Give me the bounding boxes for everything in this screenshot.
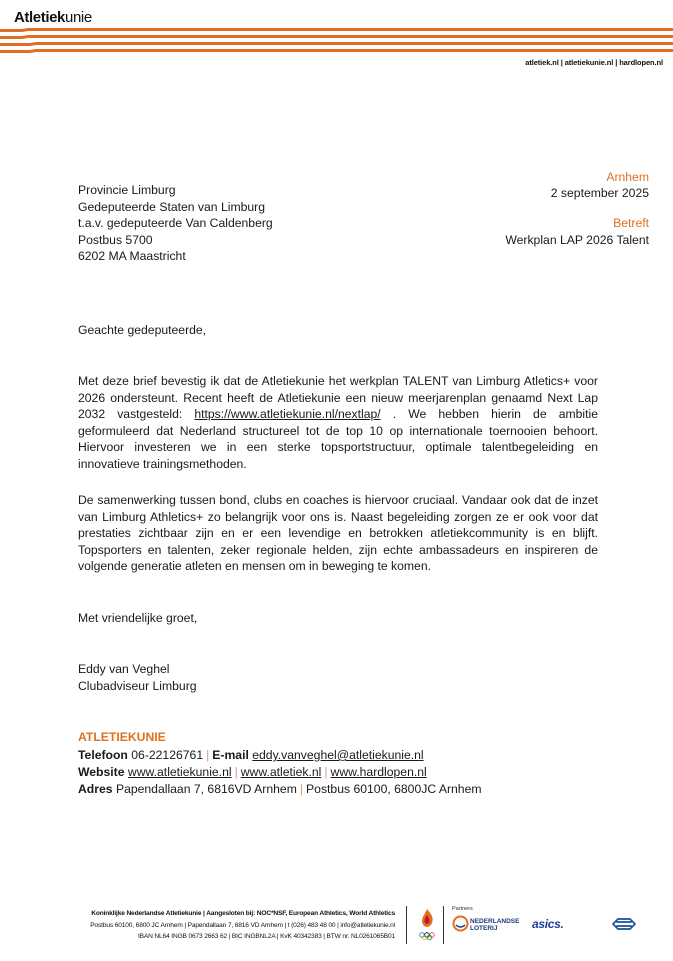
- footer-line-2: Postbus 60100, 6800 JC Arnhem | Papendallaan 7, 6816 VD Arnhem | t (026) 483 48 00 | info@atletiekunie.nl: [90, 921, 395, 929]
- recipient-line: Gedeputeerde Staten van Limburg: [78, 199, 266, 214]
- subject-label: Betreft: [613, 216, 649, 231]
- asics-logo: asics.: [532, 917, 564, 931]
- ns-logo-icon: [611, 917, 637, 931]
- phone-row: Telefoon 06-22126761 | E-mail eddy.vanveghel@atletiekunie.nl: [78, 748, 424, 762]
- address-row: Adres Papendallaan 7, 6816VD Arnhem | Postbus 60100, 6800JC Arnhem: [78, 782, 482, 796]
- website-link-2[interactable]: www.atletiek.nl: [240, 765, 322, 779]
- paragraph-2: De samenwerking tussen bond, clubs en coaches is hiervoor cruciaal. Vandaar ook dat de inzet van Limburg Athletics+ zo belangrijk voor ons is. Naast begeleiding zorgen ze er ook voor dat prestaties zichtbaar zijn en er een levendige en betrokken atletiekcommunity is en blijft. Topsporters en talenten, zeker regionale helden, zijn echte ambassadeurs en inspireren de volgende generatie atleten en mensen om in beweging te komen.: [78, 493, 598, 574]
- stripe-2: [0, 35, 673, 39]
- footer-divider-2: [443, 906, 444, 944]
- recipient-line: Postbus 5700: [78, 232, 153, 247]
- contact-block: [78, 747, 482, 798]
- recipient-line: 6202 MA Maastricht: [78, 249, 186, 264]
- recipient-line: Provincie Limburg: [78, 183, 176, 197]
- header-web-links[interactable]: atletiek.nl | atletiekunie.nl | hardlopen.nl: [525, 58, 663, 67]
- closing: Met vriendelijke groet,: [78, 611, 198, 625]
- nextlap-link[interactable]: https://www.atletiekunie.nl/nextlap/: [194, 407, 381, 422]
- letter-date: 2 september 2025: [550, 186, 649, 201]
- place-label: Arnhem: [606, 170, 649, 184]
- footer-line-3: IBAN NL64 INGB 0673 2663 62 | BIC INGBNL2A | KvK 40342383 | BTW nr. NL0261065B01: [137, 933, 395, 940]
- footer-legal-text: [90, 908, 395, 943]
- stripe-4: [0, 49, 673, 53]
- recipient-address: [78, 182, 273, 265]
- email-link[interactable]: eddy.vanveghel@atletiekunie.nl: [252, 748, 424, 762]
- header-stripes: [0, 28, 673, 56]
- subject-value: Werkplan LAP 2026 Talent: [505, 232, 649, 247]
- partners-label: Partners: [452, 906, 473, 912]
- lottery-logo-text: NEDERLANDSE LOTERIJ: [470, 918, 520, 932]
- footer-divider: [406, 906, 407, 944]
- salutation: Geachte gedeputeerde,: [78, 323, 207, 337]
- paragraph-1: Met deze brief bevestig ik dat de Atletiekunie het werkplan TALENT van Limburg Atletics+ voor 2026 ondersteunt. Recent heeft de Atletiekunie een nieuw meerjarenplan genaamd Next Lap 2032 vastgesteld: https://www.atletiekunie.nl/nextlap/ . We hebben hierin de ambitie geformuleerd dat Nederland structureel tot de top 10 op internationale toernooien behoort. Hiervoor investeren we in een sterke topsportstructuur, optimale talentbegeleiding en innovatieve trainingsmethoden.: [78, 374, 598, 471]
- signer-title: Clubadviseur Limburg: [78, 679, 197, 693]
- letter-meta: [505, 169, 649, 248]
- stripe-1: [0, 28, 673, 32]
- atletiekunie-logo: Atletiekunie: [14, 9, 92, 26]
- recipient-line: t.a.v. gedeputeerde Van Caldenberg: [78, 216, 273, 231]
- website-link-1[interactable]: www.atletiekunie.nl: [127, 765, 232, 779]
- noc-nsf-logo-icon: [417, 908, 437, 942]
- signer: [78, 661, 197, 695]
- signer-name: Eddy van Veghel: [78, 662, 170, 676]
- website-link-3[interactable]: www.hardlopen.nl: [330, 765, 427, 779]
- org-name: ATLETIEKUNIE: [78, 730, 166, 744]
- stripe-3: [0, 42, 673, 46]
- lottery-logo-icon: [452, 915, 469, 932]
- website-row: Website www.atletiekunie.nl | www.atletiek.nl | www.hardlopen.nl: [78, 765, 427, 779]
- phone-number: 06-22126761: [131, 748, 204, 762]
- footer-line-1: Koninklijke Nederlandse Atletiekunie | Aangesloten bij: NOC*NSF, European Athletics, World Athletics: [91, 910, 395, 917]
